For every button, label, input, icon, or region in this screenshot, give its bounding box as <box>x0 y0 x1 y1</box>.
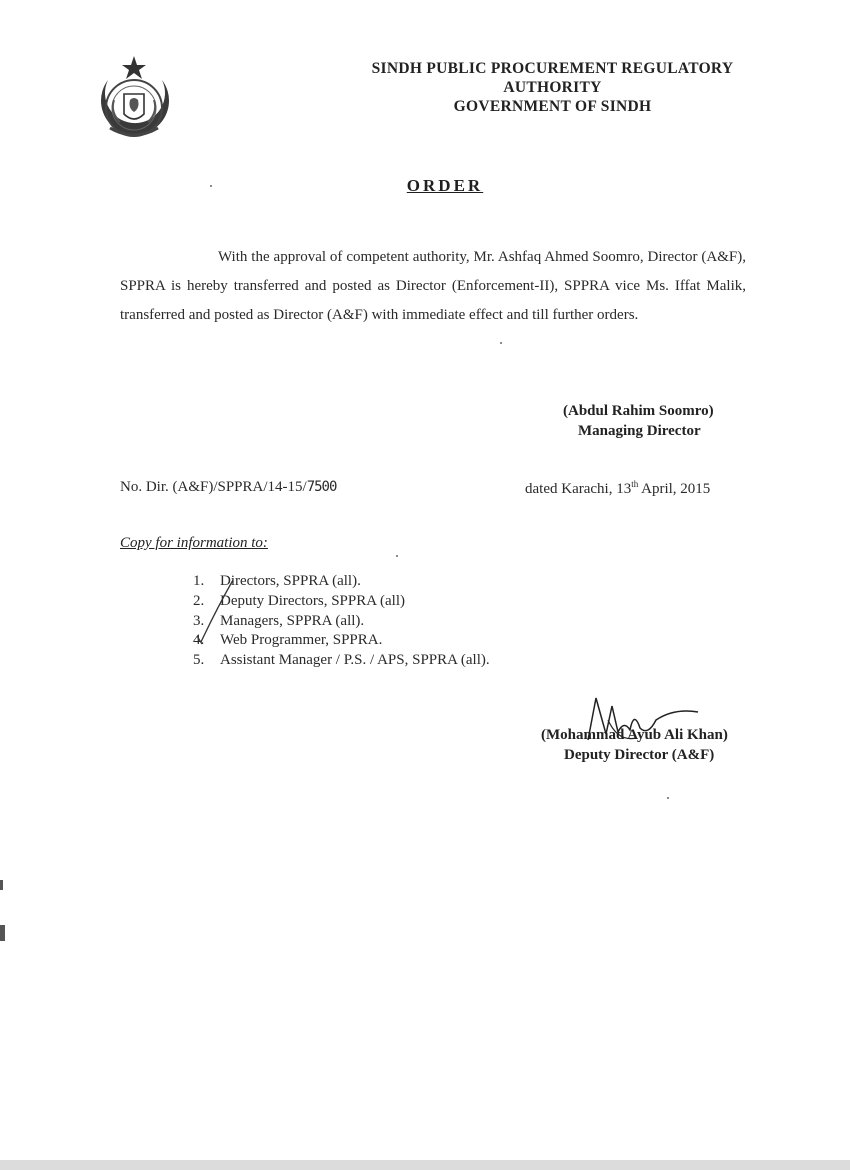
signatory-1-designation: Managing Director <box>578 423 701 439</box>
signatory-2-designation: Deputy Director (A&F) <box>564 747 715 763</box>
scan-speck <box>210 185 212 187</box>
scan-speck <box>667 797 669 799</box>
signatory-2-name: (Mohammad Ayub Ali Khan) <box>541 727 728 743</box>
authority-name-line2: AUTHORITY <box>503 79 602 96</box>
reference-number <box>120 479 336 496</box>
reference-number-prefix: No. Dir. (A&F)/SPPRA/14-15/ <box>120 479 307 495</box>
scan-bottom-border <box>0 1160 850 1170</box>
reference-date <box>525 479 710 498</box>
date-suffix: April, 2015 <box>638 481 711 497</box>
scan-speck <box>396 555 398 557</box>
date-ordinal: th <box>631 479 639 489</box>
document-title: ORDER <box>406 176 484 195</box>
authority-name-line1: SINDH PUBLIC PROCUREMENT REGULATORY <box>371 60 734 77</box>
list-item: 3. Managers, SPPRA (all). <box>193 612 365 629</box>
reference-number-handwritten: 7500 <box>306 479 337 495</box>
copy-heading: Copy for information to: <box>120 535 268 551</box>
scan-edge-mark <box>0 880 3 890</box>
scan-edge-mark <box>0 925 5 941</box>
order-body-text: With the approval of competent authority, Mr. Ashfaq Ahmed Soomro, Director (A&F), SPPRA is hereby transferred and posted as Director (Enforcement-II), SPPRA vice Ms. Iffat Malik, transferred and posted as Director (A&F) with immediate effect and till further orders. <box>120 249 746 323</box>
government-name: GOVERNMENT OF SINDH <box>453 98 652 115</box>
list-item: 1. Directors, SPPRA (all). <box>193 573 361 589</box>
sindh-government-emblem-icon <box>86 52 182 148</box>
scan-speck <box>500 342 502 344</box>
date-prefix: dated Karachi, 13 <box>525 481 632 497</box>
list-item: 2. Deputy Directors, SPPRA (all) <box>193 592 405 609</box>
signatory-1-name: (Abdul Rahim Soomro) <box>563 403 714 419</box>
handwritten-tick-mark-icon <box>195 578 240 648</box>
list-item: 4. Web Programmer, SPPRA. <box>193 632 383 649</box>
list-item: 5. Assistant Manager / P.S. / APS, SPPRA (all). <box>193 652 490 669</box>
